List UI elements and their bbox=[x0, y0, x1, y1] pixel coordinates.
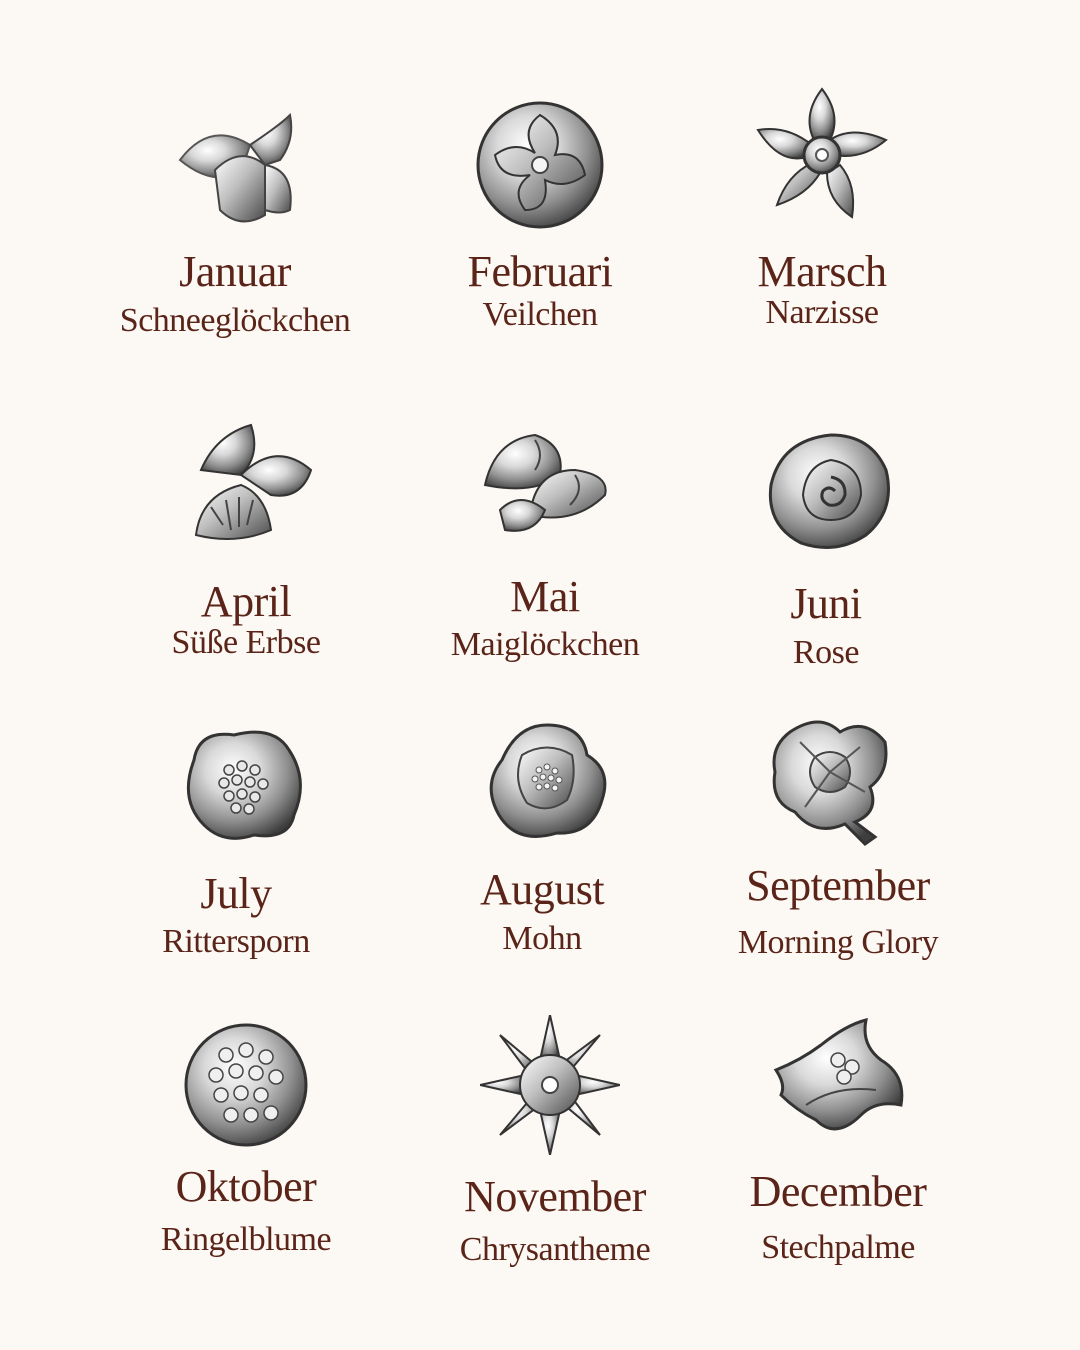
flower-label: Süße Erbse bbox=[171, 624, 321, 661]
flower-label: Schneeglöckchen bbox=[119, 302, 351, 339]
month-card bbox=[86, 1015, 406, 1275]
flower-label: Morning Glory bbox=[737, 924, 939, 961]
chrysanthemum-charm-icon bbox=[480, 1015, 620, 1155]
snowdrop-charm-icon bbox=[170, 100, 310, 240]
month-label: November bbox=[464, 1172, 646, 1221]
month-label: July bbox=[200, 869, 272, 918]
month-card bbox=[385, 420, 705, 680]
holly-charm-icon bbox=[766, 1015, 906, 1155]
flower-label: Narzisse bbox=[765, 294, 879, 331]
flower-label: Rose bbox=[793, 634, 859, 671]
flower-label: Veilchen bbox=[482, 296, 598, 333]
month-label: Oktober bbox=[175, 1162, 317, 1211]
month-label: September bbox=[746, 861, 930, 910]
month-label: August bbox=[479, 865, 605, 914]
month-card bbox=[382, 720, 702, 980]
violet-charm-icon bbox=[470, 95, 610, 235]
month-label: Februari bbox=[467, 247, 613, 296]
month-label: Juni bbox=[790, 579, 862, 628]
flower-label: Chrysantheme bbox=[459, 1231, 651, 1268]
month-card bbox=[380, 100, 700, 360]
month-label: Marsch bbox=[757, 247, 887, 296]
month-card bbox=[75, 100, 395, 360]
month-card bbox=[678, 720, 998, 980]
month-label: Mai bbox=[510, 572, 580, 621]
larkspur-charm-icon bbox=[174, 720, 314, 860]
month-card bbox=[86, 420, 406, 680]
morning-glory-charm-icon bbox=[760, 712, 900, 852]
month-card bbox=[76, 720, 396, 980]
flower-label: Mohn bbox=[502, 920, 582, 957]
flower-label: Stechpalme bbox=[761, 1229, 915, 1266]
month-card bbox=[666, 420, 986, 680]
daffodil-charm-icon bbox=[752, 85, 892, 225]
sweet-pea-charm-icon bbox=[181, 415, 321, 555]
poppy-charm-icon bbox=[477, 715, 617, 855]
month-label: April bbox=[200, 577, 292, 626]
rose-charm-icon bbox=[761, 425, 901, 565]
month-card bbox=[395, 1015, 715, 1275]
flower-label: Ringelblume bbox=[160, 1221, 332, 1258]
month-card bbox=[678, 1015, 998, 1275]
lily-of-the-valley-charm-icon bbox=[475, 415, 615, 555]
month-label: December bbox=[749, 1167, 927, 1216]
month-label: Januar bbox=[179, 247, 291, 296]
month-card bbox=[662, 100, 982, 360]
flower-label: Maiglöckchen bbox=[450, 626, 640, 663]
marigold-charm-icon bbox=[176, 1015, 316, 1155]
flower-label: Rittersporn bbox=[162, 923, 310, 960]
